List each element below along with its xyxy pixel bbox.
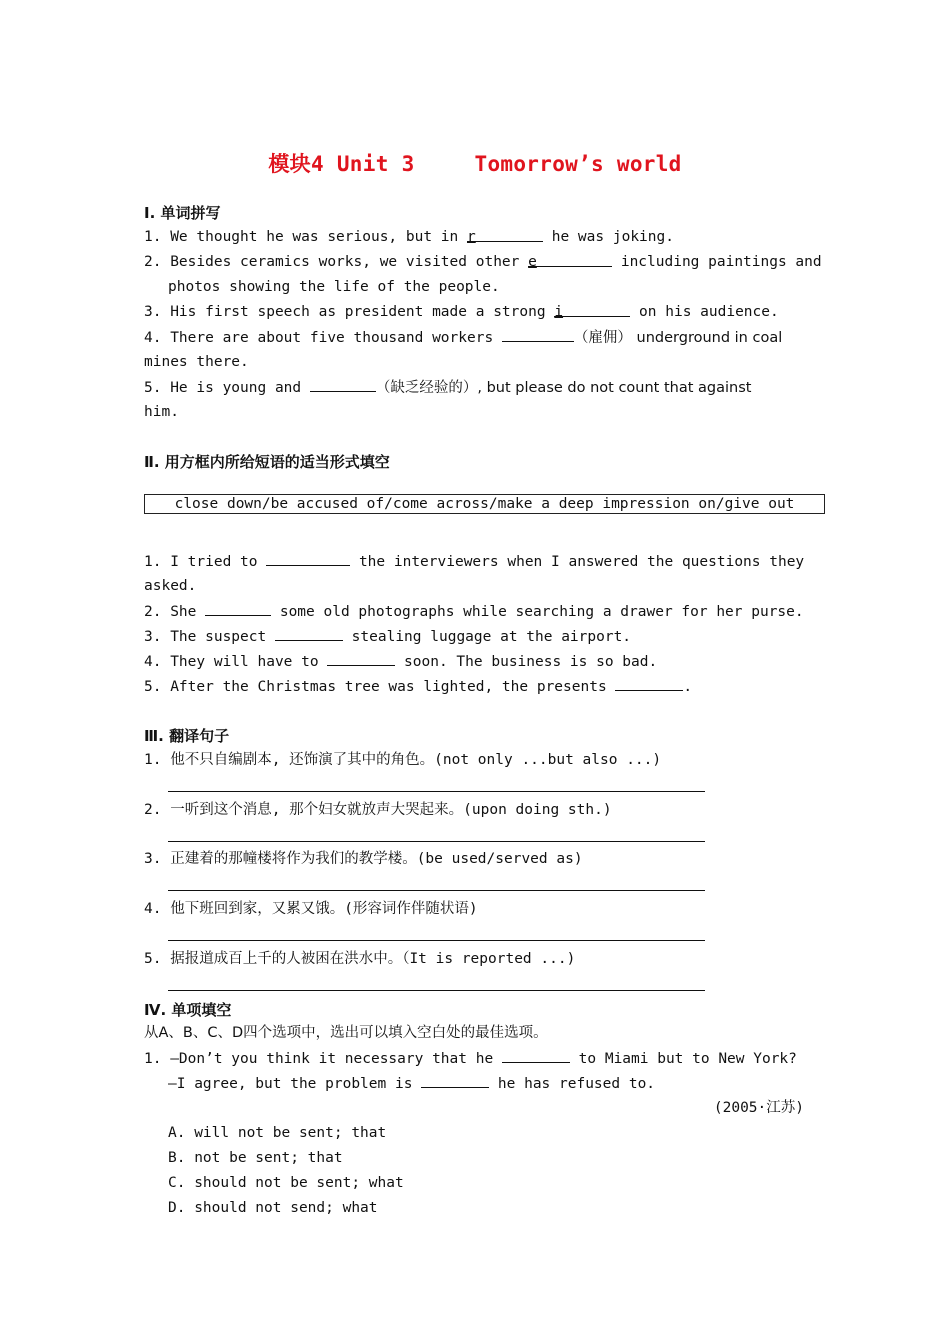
answer-line[interactable] bbox=[168, 940, 705, 941]
section-2-heading: Ⅱ. 用方框内所给短语的适当形式填空 bbox=[144, 453, 390, 471]
answer-blank[interactable] bbox=[205, 599, 271, 616]
section-4-instruction: 从A、B、C、D四个选项中，选出可以填入空白处的最佳选项。 bbox=[144, 1025, 548, 1041]
answer-blank[interactable] bbox=[421, 1071, 489, 1088]
translation-item-3: 3. 正建着的那幢楼将作为我们的教学楼。(be used/served as) bbox=[144, 851, 583, 867]
s2-question-1: 1. I tried to the interviewers when I answered the questions they bbox=[144, 549, 808, 575]
section-4-heading: Ⅳ. 单项填空 bbox=[144, 1001, 232, 1019]
answer-blank[interactable] bbox=[266, 549, 350, 566]
answer-blank[interactable] bbox=[275, 624, 343, 641]
s1-question-2: 2. Besides ceramics works, we visited other e including paintings and bbox=[144, 250, 808, 275]
answer-blank[interactable]: r bbox=[467, 225, 543, 242]
option-c[interactable]: C. should not be sent; what bbox=[168, 1175, 404, 1191]
s2-question-5: 5. After the Christmas tree was lighted, the presents . bbox=[144, 674, 808, 700]
s2-question-4: 4. They will have to soon. The business is so bad. bbox=[144, 649, 808, 675]
s2-question-2: 2. She some old photographs while searching a drawer for her purse. bbox=[144, 599, 808, 625]
phrase-box: close down/be accused of/come across/make a deep impression on/give out bbox=[144, 494, 825, 514]
answer-line[interactable] bbox=[168, 990, 705, 991]
s1-question-1: 1. We thought he was serious, but in r he was joking. bbox=[144, 225, 808, 250]
question-source: (2005·江苏) bbox=[713, 1100, 804, 1116]
answer-line[interactable] bbox=[168, 841, 705, 842]
option-a[interactable]: A. will not be sent; that bbox=[168, 1125, 387, 1141]
page-title bbox=[0, 148, 950, 178]
s1-question-4-cont: mines there. bbox=[144, 354, 249, 370]
translation-item-2: 2. 一听到这个消息, 那个妇女就放声大哭起来。(upon doing sth.) bbox=[144, 802, 612, 818]
answer-line[interactable] bbox=[168, 890, 705, 891]
section-1-heading: Ⅰ. 单词拼写 bbox=[144, 204, 221, 222]
s1-question-3: 3. His first speech as president made a strong i on his audience. bbox=[144, 300, 808, 325]
title-topic: Tomorrow’s world bbox=[474, 152, 682, 176]
s1-question-4: 4. There are about five thousand workers （雇佣） underground in coal bbox=[144, 325, 808, 351]
mc-question-1-reply: —I agree, but the problem is he has refused to. bbox=[168, 1071, 832, 1097]
mc-question-1: 1. —Don’t you think it necessary that he to Miami but to New York? bbox=[144, 1046, 808, 1072]
section-3-heading: Ⅲ. 翻译句子 bbox=[144, 727, 230, 745]
answer-blank[interactable] bbox=[327, 649, 395, 666]
option-b[interactable]: B. not be sent; that bbox=[168, 1150, 343, 1166]
translation-item-4: 4. 他下班回到家，又累又饿。(形容词作伴随状语) bbox=[144, 901, 478, 917]
answer-line[interactable] bbox=[168, 791, 705, 792]
s1-question-5-cont: him. bbox=[144, 404, 179, 420]
s2-question-1-cont: asked. bbox=[144, 578, 197, 594]
title-unit: 模块4 Unit 3 bbox=[268, 152, 415, 176]
s1-question-2-cont: photos showing the life of the people. bbox=[168, 279, 500, 295]
answer-blank[interactable] bbox=[615, 674, 683, 691]
answer-blank[interactable]: e bbox=[528, 250, 612, 267]
answer-blank[interactable] bbox=[502, 325, 574, 342]
translation-item-5: 5. 据报道成百上千的人被困在洪水中。（It is reported ...) bbox=[144, 951, 576, 967]
answer-blank[interactable] bbox=[502, 1046, 570, 1063]
s1-question-5: 5. He is young and （缺乏经验的）, but please do not count that against bbox=[144, 375, 808, 401]
translation-item-1: 1. 他不只自编剧本, 还饰演了其中的角色。(not only ...but also ...) bbox=[144, 752, 662, 768]
option-d[interactable]: D. should not send; what bbox=[168, 1200, 378, 1216]
s2-question-3: 3. The suspect stealing luggage at the airport. bbox=[144, 624, 808, 650]
answer-blank[interactable]: i bbox=[554, 300, 630, 317]
answer-blank[interactable] bbox=[310, 375, 376, 392]
